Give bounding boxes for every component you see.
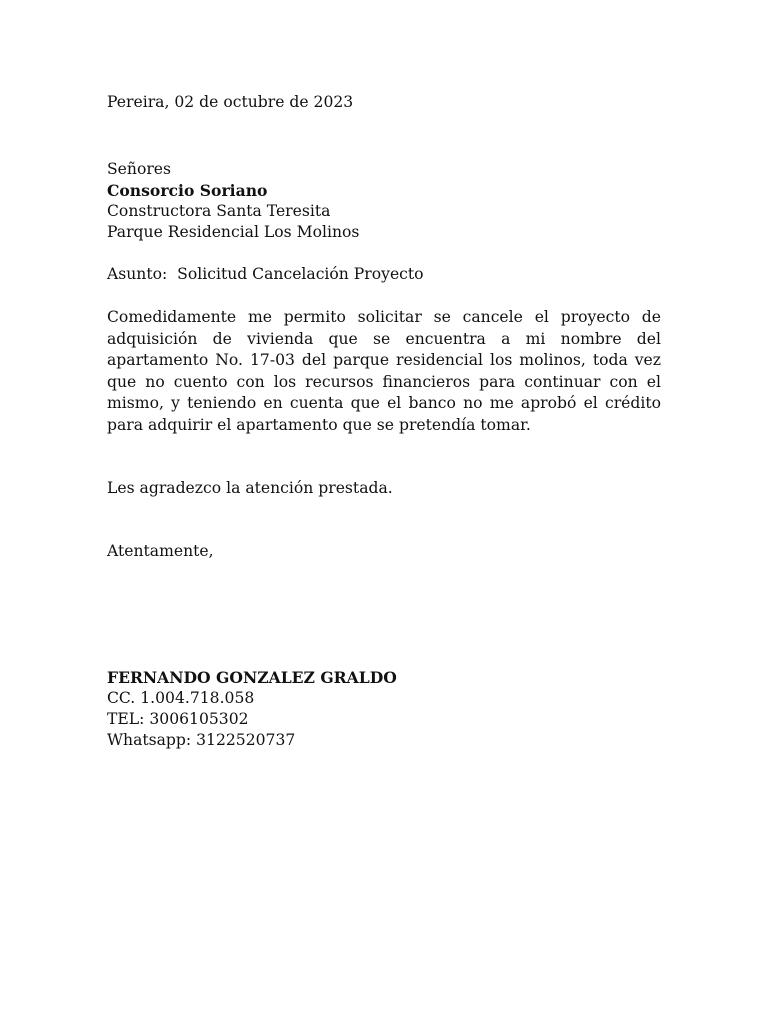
signature-whatsapp: Whatsapp: 3122520737 [107,731,296,749]
recipient-line-2: Parque Residencial Los Molinos [107,223,360,241]
subject-line: Asunto: Solicitud Cancelación Proyecto [107,265,424,283]
place-date: Pereira, 02 de octubre de 2023 [107,93,354,111]
thanks-line: Les agradezco la atención prestada. [107,479,393,497]
recipient-salutation: Señores [107,160,172,178]
recipient-line-1: Constructora Santa Teresita [107,202,331,220]
body-paragraph: Comedidamente me permito solicitar se cancele el proyecto de adquisición de vivienda que se encuentra a mi nombre del apartamento No. 17-03 del parque residencial los molinos, toda vez que no cuento con los recursos financieros para continuar con el mismo, y teniendo en cuenta que el banco no me aprobó el crédito para adquirir el apartamento que se pretendía tomar. [107,308,661,434]
signature-phone: TEL: 3006105302 [107,710,249,728]
signature-id: CC. 1.004.718.058 [107,689,255,707]
closing-line: Atentamente, [107,542,214,560]
signature-name: FERNANDO GONZALEZ GRALDO [107,668,397,687]
recipient-company: Consorcio Soriano [107,181,268,200]
